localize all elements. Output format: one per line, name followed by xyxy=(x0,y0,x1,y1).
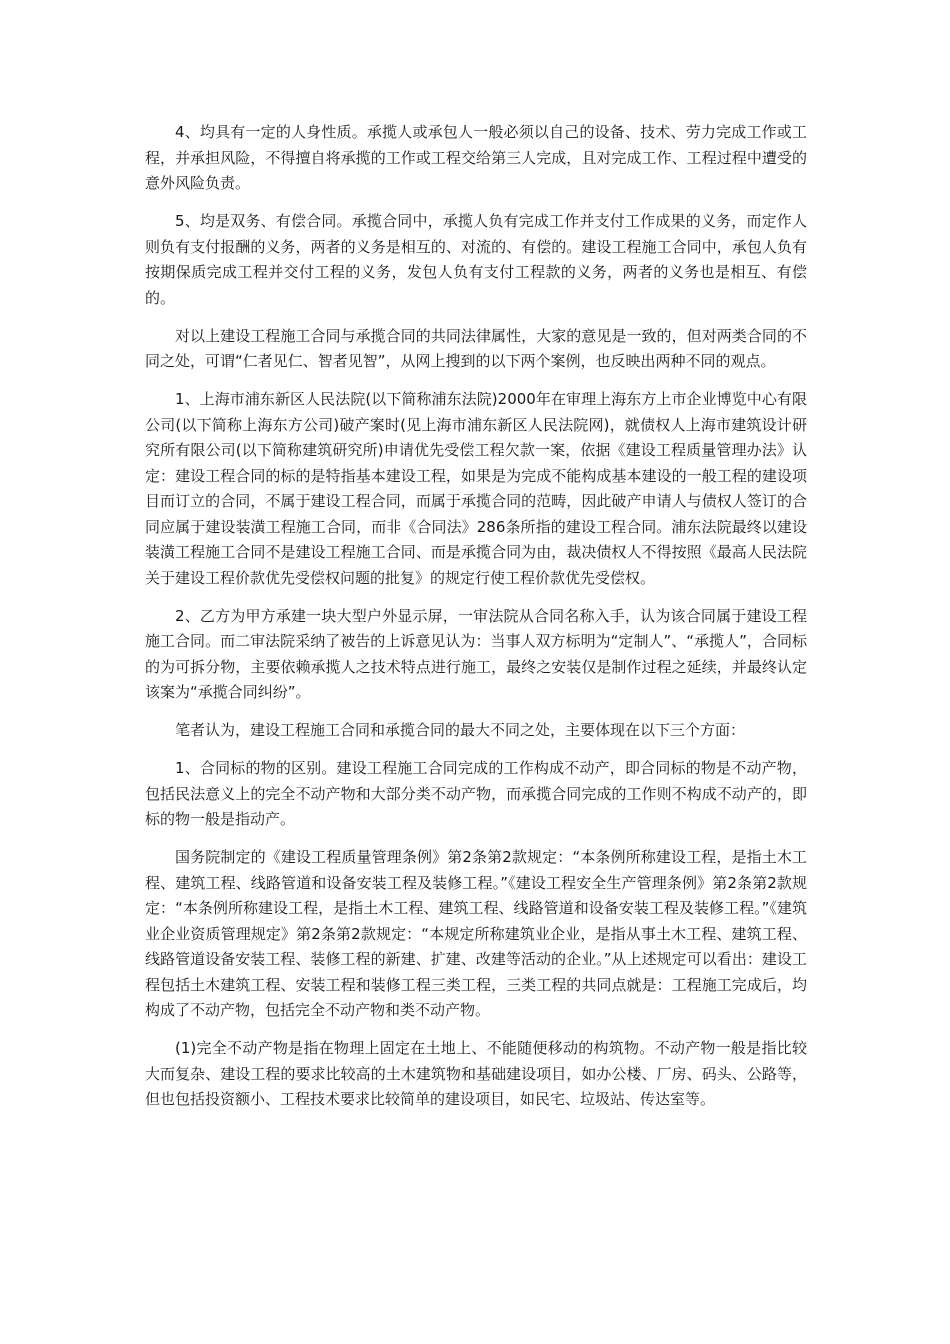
paragraph-author-view: 笔者认为，建设工程施工合同和承揽合同的最大不同之处，主要体现在以下三个方面： xyxy=(175,721,746,739)
paragraph-immovable-property: (1)完全不动产物是指在物理上固定在土地上、不能随便移动的构筑物。不动产物一般是指比较大而复杂、建设工程的要求比较高的土木建筑物和基础建设项目，如办公楼、厂房、码头、公路等，但也包括投资额小、工程技术要求比较简单的建设项目，如民宅、垃圾站、传达室等。 xyxy=(145,1039,807,1108)
paragraph-case-pudong: 1、上海市浦东新区人民法院(以下简称浦东法院)2000年在审理上海东方上市企业博览中心有限公司(以下简称上海东方公司)破产案时(见上海市浦东新区人民法院网)，就债权人上海市建筑设计研究所有限公司(以下简称建筑研究所)申请优先受偿工程欠款一案，依据《建设工程质量管理办法》认定：建设工程合同的标的是特指基本建设工程，如果是为完成不能构成基本建设的一般工程的建设项目而订立的合同，不属于建设工程合同，而属于承揽合同的范畴，因此破产申请人与债权人签订的合同应属于建设装潢工程施工合同，而非《合同法》286条所指的建设工程合同。浦东法院最终以建设装潢工程施工合同不是建设工程施工合同、而是承揽合同为由，裁决债权人不得按照《最高人民法院关于建设工程价款优先受偿权问题的批复》的规定行使工程价款优先受偿权。 xyxy=(145,390,807,587)
paragraph-case-display-screen: 2、乙方为甲方承建一块大型户外显示屏，一审法院从合同名称入手，认为该合同属于建设工程施工合同。而二审法院采纳了被告的上诉意见认为：当事人双方标明为“定制人”、“承揽人”，合同标的为可拆分物，主要依赖承揽人之技术特点进行施工，最终之安装仅是制作过程之延续，并最终认定该案为“承揽合同纠纷”。 xyxy=(145,606,807,701)
paragraph-bilateral-contract: 5、均是双务、有偿合同。承揽合同中，承揽人负有完成工作并支付工作成果的义务，而定作人则负有支付报酬的义务，两者的义务是相互的、对流的、有偿的。建设工程施工合同中，承包人负有按期保质完成工程并交付工程的义务，发包人负有支付工程款的义务，两者的义务也是相互、有偿的。 xyxy=(145,212,807,307)
paragraph-differing-views: 对以上建设工程施工合同与承揽合同的共同法律属性，大家的意见是一致的，但对两类合同的不同之处，可谓“仁者见仁、智者见智”，从网上搜到的以下两个案例，也反映出两种不同的观点。 xyxy=(145,326,807,370)
document-body xyxy=(145,120,807,1125)
paragraph-subject-matter: 1、合同标的物的区别。建设工程施工合同完成的工作构成不动产，即合同标的物是不动产物，包括民法意义上的完全不动产物和大部分类不动产物，而承揽合同完成的工作则不构成不动产的，即标的物一般是指动产。 xyxy=(145,759,807,828)
paragraph-regulations: 国务院制定的《建设工程质量管理条例》第2条第2款规定：“本条例所称建设工程，是指土木工程、建筑工程、线路管道和设备安装工程及装修工程。”《建设工程安全生产管理条例》第2条第2款规定：“本条例所称建设工程，是指土木工程、建筑工程、线路管道和设备安装工程及装修工程。”《建筑业企业资质管理规定》第2条第2款规定：“本规定所称建筑业企业，是指从事土木工程、建筑工程、线路管道设备安装工程、装修工程的新建、扩建、改建等活动的企业。”从上述规定可以看出：建设工程包括土木建筑工程、安装工程和装修工程三类工程，三类工程的共同点就是：工程施工完成后，均构成了不动产物，包括完全不动产物和类不动产物。 xyxy=(145,848,807,1019)
paragraph-personal-nature: 4、均具有一定的人身性质。承揽人或承包人一般必须以自己的设备、技术、劳力完成工作或工程，并承担风险，不得擅自将承揽的工作或工程交给第三人完成，且对完成工作、工程过程中遭受的意外风险负责。 xyxy=(145,123,807,192)
